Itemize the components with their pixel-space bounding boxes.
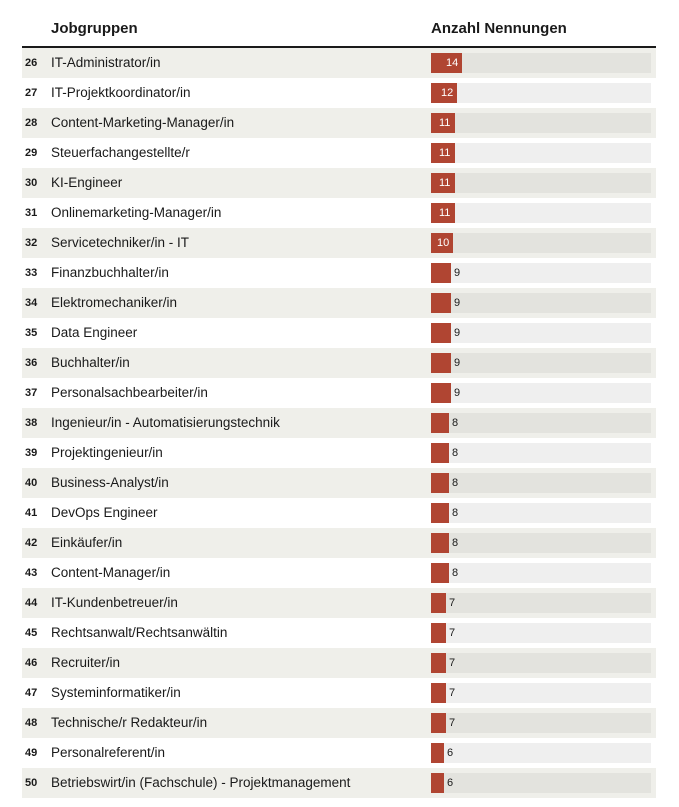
bar-track: [431, 203, 651, 223]
table-row: [22, 258, 656, 288]
job-label: Personalreferent/in: [51, 745, 166, 760]
bar-track: [431, 473, 651, 493]
value-label: 9: [454, 297, 461, 309]
rank-label: 29: [25, 147, 38, 159]
table-row: [22, 618, 656, 648]
value-label: 9: [454, 357, 461, 369]
bar: [431, 473, 449, 493]
job-label: Data Engineer: [51, 325, 138, 340]
bar-track: [431, 413, 651, 433]
bar-track: [431, 293, 651, 313]
bar-track: [431, 263, 651, 283]
bar: [431, 503, 449, 523]
job-label: Steuerfachangestellte/r: [51, 145, 190, 160]
rank-label: 27: [25, 87, 38, 99]
bar: [431, 413, 449, 433]
table-row: [22, 438, 656, 468]
value-label: 7: [449, 687, 456, 699]
value-label: 7: [449, 717, 456, 729]
value-label: 9: [454, 327, 461, 339]
job-label: DevOps Engineer: [51, 505, 158, 520]
table-row: [22, 468, 656, 498]
bar: [431, 743, 444, 763]
bar: [431, 383, 451, 403]
table-row: [22, 378, 656, 408]
bar: [431, 533, 449, 553]
table-row: [22, 678, 656, 708]
job-label: Personalsachbearbeiter/in: [51, 385, 208, 400]
table-row: [22, 528, 656, 558]
rank-label: 41: [25, 507, 38, 519]
table-row: [22, 768, 656, 798]
rank-label: 50: [25, 777, 38, 789]
table-row: [22, 168, 656, 198]
table-row: [22, 318, 656, 348]
job-label: Ingenieur/in - Automatisierungstechnik: [51, 415, 280, 430]
table-row: [22, 588, 656, 618]
value-label: 6: [447, 777, 454, 789]
bar-track: [431, 383, 651, 403]
job-label: Servicetechniker/in - IT: [51, 235, 190, 250]
job-label: IT-Kundenbetreuer/in: [51, 595, 178, 610]
job-label: Finanzbuchhalter/in: [51, 265, 169, 280]
value-label: 8: [452, 507, 459, 519]
rank-label: 26: [25, 57, 38, 69]
rank-label: 39: [25, 447, 38, 459]
chart-rows: [22, 48, 656, 798]
table-row: [22, 288, 656, 318]
bar: [431, 443, 449, 463]
bar: [431, 593, 446, 613]
value-label: 8: [452, 567, 459, 579]
bar-track: [431, 323, 651, 343]
job-label: Rechtsanwalt/Rechtsanwältin: [51, 625, 228, 640]
value-label: 7: [449, 597, 456, 609]
bar-track: [431, 683, 651, 703]
bar: [431, 353, 451, 373]
rank-label: 45: [25, 627, 38, 639]
job-label: Betriebswirt/in (Fachschule) - Projektmanagement: [51, 775, 351, 790]
job-label: Business-Analyst/in: [51, 475, 169, 490]
bar-track: [431, 593, 651, 613]
bar: [431, 323, 451, 343]
rank-label: 30: [25, 177, 38, 189]
bar: [431, 623, 446, 643]
bar: [431, 563, 449, 583]
job-label: IT-Projektkoordinator/in: [51, 85, 191, 100]
value-label: 8: [452, 417, 459, 429]
column-header-jobgroups: Jobgruppen: [51, 20, 138, 37]
job-label: IT-Administrator/in: [51, 55, 161, 70]
bar: [431, 263, 451, 283]
rank-label: 48: [25, 717, 38, 729]
bar-track: [431, 353, 651, 373]
value-label: 7: [449, 657, 456, 669]
rank-label: 28: [25, 117, 38, 129]
rank-label: 32: [25, 237, 38, 249]
value-label: 11: [439, 207, 451, 219]
table-row: [22, 228, 656, 258]
bar: [431, 683, 446, 703]
table-row: [22, 408, 656, 438]
job-label: Buchhalter/in: [51, 355, 130, 370]
rank-label: 33: [25, 267, 38, 279]
value-label: 14: [446, 57, 459, 69]
rank-label: 35: [25, 327, 38, 339]
value-label: 11: [439, 147, 451, 159]
table-row: [22, 498, 656, 528]
bar: [431, 773, 444, 793]
value-label: 11: [439, 117, 451, 129]
bar-track: [431, 83, 651, 103]
value-label: 8: [452, 537, 459, 549]
job-label: Elektromechaniker/in: [51, 295, 178, 310]
rank-label: 37: [25, 387, 38, 399]
bar-track: [431, 173, 651, 193]
value-label: 8: [452, 477, 459, 489]
table-row: [22, 108, 656, 138]
bar-track: [431, 113, 651, 133]
rank-label: 42: [25, 537, 38, 549]
bar-track: [431, 743, 651, 763]
bar-track: [431, 533, 651, 553]
value-label: 8: [452, 447, 459, 459]
value-label: 11: [439, 177, 451, 189]
table-row: [22, 558, 656, 588]
bar: [431, 293, 451, 313]
bar-track: [431, 653, 651, 673]
value-label: 9: [454, 267, 461, 279]
table-row: [22, 348, 656, 378]
bar-track: [431, 623, 651, 643]
rank-label: 44: [25, 597, 38, 609]
job-label: Technische/r Redakteur/in: [51, 715, 208, 730]
rank-label: 34: [25, 297, 38, 309]
job-label: Recruiter/in: [51, 655, 121, 670]
table-row: [22, 738, 656, 768]
job-label: Content-Manager/in: [51, 565, 171, 580]
table-row: [22, 48, 656, 78]
rank-label: 47: [25, 687, 38, 699]
rank-label: 49: [25, 747, 38, 759]
rank-label: 31: [25, 207, 38, 219]
value-label: 10: [437, 237, 450, 249]
bar-track: [431, 143, 651, 163]
bar-track: [431, 503, 651, 523]
value-label: 9: [454, 387, 461, 399]
job-label: Einkäufer/in: [51, 535, 123, 550]
table-row: [22, 648, 656, 678]
bar-track: [431, 443, 651, 463]
job-label: Content-Marketing-Manager/in: [51, 115, 235, 130]
job-label: Onlinemarketing-Manager/in: [51, 205, 222, 220]
job-label: Systeminformatiker/in: [51, 685, 181, 700]
rank-label: 38: [25, 417, 38, 429]
bar-track: [431, 773, 651, 793]
rank-label: 46: [25, 657, 38, 669]
bar: [431, 713, 446, 733]
bar-track: [431, 713, 651, 733]
bar: [431, 653, 446, 673]
bar-track: [431, 53, 651, 73]
table-row: [22, 78, 656, 108]
table-row: [22, 138, 656, 168]
value-label: 12: [441, 87, 454, 99]
job-label: KI-Engineer: [51, 175, 123, 190]
bar-track: [431, 233, 651, 253]
table-row: [22, 198, 656, 228]
rank-label: 40: [25, 477, 38, 489]
value-label: 6: [447, 747, 454, 759]
bar-track: [431, 563, 651, 583]
rank-label: 36: [25, 357, 38, 369]
rank-label: 43: [25, 567, 38, 579]
column-header-count: Anzahl Nennungen: [431, 20, 567, 37]
table-row: [22, 708, 656, 738]
job-label: Projektingenieur/in: [51, 445, 163, 460]
value-label: 7: [449, 627, 456, 639]
